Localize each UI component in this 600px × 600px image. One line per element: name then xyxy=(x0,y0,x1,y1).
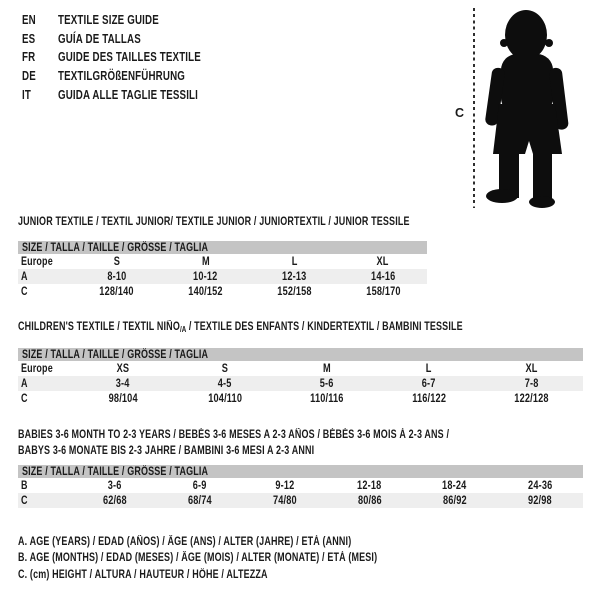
language-label: TEXTILGRÖßENFÜHRUNG xyxy=(58,69,186,84)
size-col: L xyxy=(291,255,298,268)
height-row xyxy=(18,391,583,406)
row-label: C xyxy=(21,494,28,507)
cell-value: 6-7 xyxy=(422,377,436,390)
cell-value: 12-18 xyxy=(357,479,382,492)
region-row xyxy=(18,361,583,376)
cell-value: 6-9 xyxy=(192,479,207,492)
legend-line-a: A. AGE (YEARS) / EDAD (AÑOS) / ÂGE (ANS) / ALTER (JAHRE) / ETÀ (ANNI) xyxy=(18,536,352,548)
cell-value: 24-36 xyxy=(527,479,553,492)
height-dotted-line xyxy=(473,8,475,208)
size-header-row xyxy=(18,465,583,478)
subscript: /A xyxy=(179,325,187,334)
age-row xyxy=(18,376,583,391)
cell-value: 80/86 xyxy=(357,494,382,507)
cell-value: 3-6 xyxy=(107,479,122,492)
cell-value: 68/74 xyxy=(187,494,212,507)
cell-value: 3-4 xyxy=(116,377,130,390)
row-label: C xyxy=(21,392,28,405)
age-row xyxy=(18,269,427,284)
age-months-row xyxy=(18,478,583,493)
row-label: A xyxy=(21,377,28,390)
row-label: A xyxy=(21,270,28,283)
cell-value: 62/68 xyxy=(102,494,127,507)
legend-line-b: B. AGE (MONTHS) / EDAD (MESES) / ÂGE (MOIS) / ALTER (MONATE) / ETÀ (MESI) xyxy=(18,552,378,565)
children-section xyxy=(18,322,583,406)
babies-section xyxy=(18,427,583,508)
size-col: M xyxy=(323,362,331,375)
cell-value: 5-6 xyxy=(320,377,334,390)
language-row-en xyxy=(22,11,241,30)
junior-section xyxy=(18,217,427,299)
size-col: S xyxy=(113,255,120,268)
row-label: C xyxy=(21,285,28,298)
region-label: Europe xyxy=(21,255,53,268)
cell-value: 152/158 xyxy=(277,285,312,298)
language-code: ES xyxy=(22,31,36,46)
junior-title: JUNIOR TEXTILE / TEXTIL JUNIOR/ TEXTILE JUNIOR / JUNIORTEXTIL / JUNIOR TESSILE xyxy=(18,216,410,228)
children-table xyxy=(18,348,583,406)
cell-value: 98/104 xyxy=(108,392,138,405)
language-label: GUIDA ALLE TAGLIE TESSILI xyxy=(58,87,199,102)
babies-table xyxy=(18,465,583,508)
cell-value: 10-12 xyxy=(193,270,218,283)
cell-value: 14-16 xyxy=(370,270,396,283)
height-row xyxy=(18,493,583,508)
cell-value: 158/170 xyxy=(365,285,401,298)
language-list xyxy=(22,11,241,104)
size-header-label: SIZE / TALLA / TAILLE / GRÖSSE / TAGLIA xyxy=(22,241,209,254)
language-code: EN xyxy=(22,13,36,28)
cell-value: 92/98 xyxy=(528,494,552,507)
row-label: B xyxy=(21,479,28,492)
size-col: XS xyxy=(116,362,130,375)
language-row-fr xyxy=(22,48,241,67)
size-header-label: SIZE / TALLA / TAILLE / GRÖSSE / TAGLIA xyxy=(22,465,209,478)
cell-value: 18-24 xyxy=(442,479,467,492)
cell-value: 128/140 xyxy=(99,285,134,298)
babies-title: BABIES 3-6 MONTH TO 2-3 YEARS / BEBÉS 3-6 MESES A 2-3 AÑOS / BÉBÉS 3-6 MOIS À 2-3 ANS / BABYS 3-6 MONATE BIS 2-3 JAHRE / BAMBINI 3-6 MESI A 2-3 ANNI xyxy=(18,429,450,457)
language-row-it xyxy=(22,85,241,104)
size-header-label: SIZE / TALLA / TAILLE / GRÖSSE / TAGLIA xyxy=(22,348,209,361)
language-label: GUIDE DES TAILLES TEXTILE xyxy=(58,50,201,65)
region-label: Europe xyxy=(21,362,53,375)
language-code: IT xyxy=(22,87,31,102)
cell-value: 104/110 xyxy=(208,392,242,405)
language-label: GUÍA DE TALLAS xyxy=(58,31,141,46)
cell-value: 7-8 xyxy=(524,377,539,390)
junior-table xyxy=(18,241,427,299)
children-title: CHILDREN'S TEXTILE / TEXTIL $NIÑO_{/A}$ / TEXTILE DES ENFANTS / KINDERTEXTIL / BAMBINI TESSILE xyxy=(18,321,463,334)
cell-value: 122/128 xyxy=(514,392,549,405)
cell-value: 110/116 xyxy=(310,392,344,405)
baby-silhouette-icon xyxy=(485,8,570,213)
size-header-row xyxy=(18,348,583,361)
size-col: M xyxy=(201,255,210,268)
language-label: TEXTILE SIZE GUIDE xyxy=(58,13,159,28)
region-row xyxy=(18,254,427,269)
cell-value: 116/122 xyxy=(412,392,446,405)
legend-line-c: C. (cm) HEIGHT / ALTURA / HAUTEUR / HÖHE / ALTEZZA xyxy=(18,568,268,581)
language-code: FR xyxy=(22,50,36,65)
height-measure-label: C xyxy=(455,106,465,120)
language-code: DE xyxy=(22,69,36,84)
legend xyxy=(18,536,479,585)
language-row-es xyxy=(22,30,241,49)
cell-value: 12-13 xyxy=(282,270,307,283)
cell-value: 4-5 xyxy=(218,377,232,390)
cell-value: 140/152 xyxy=(188,285,223,298)
height-row xyxy=(18,284,427,299)
language-row-de xyxy=(22,67,241,86)
size-header-row xyxy=(18,241,427,254)
size-col: S xyxy=(221,362,229,375)
cell-value: 8-10 xyxy=(106,270,127,283)
size-col: XL xyxy=(376,255,390,268)
cell-value: 86/92 xyxy=(442,494,467,507)
cell-value: 9-12 xyxy=(274,479,295,492)
size-col: XL xyxy=(525,362,538,375)
cell-value: 74/80 xyxy=(272,494,297,507)
size-col: L xyxy=(426,362,432,375)
